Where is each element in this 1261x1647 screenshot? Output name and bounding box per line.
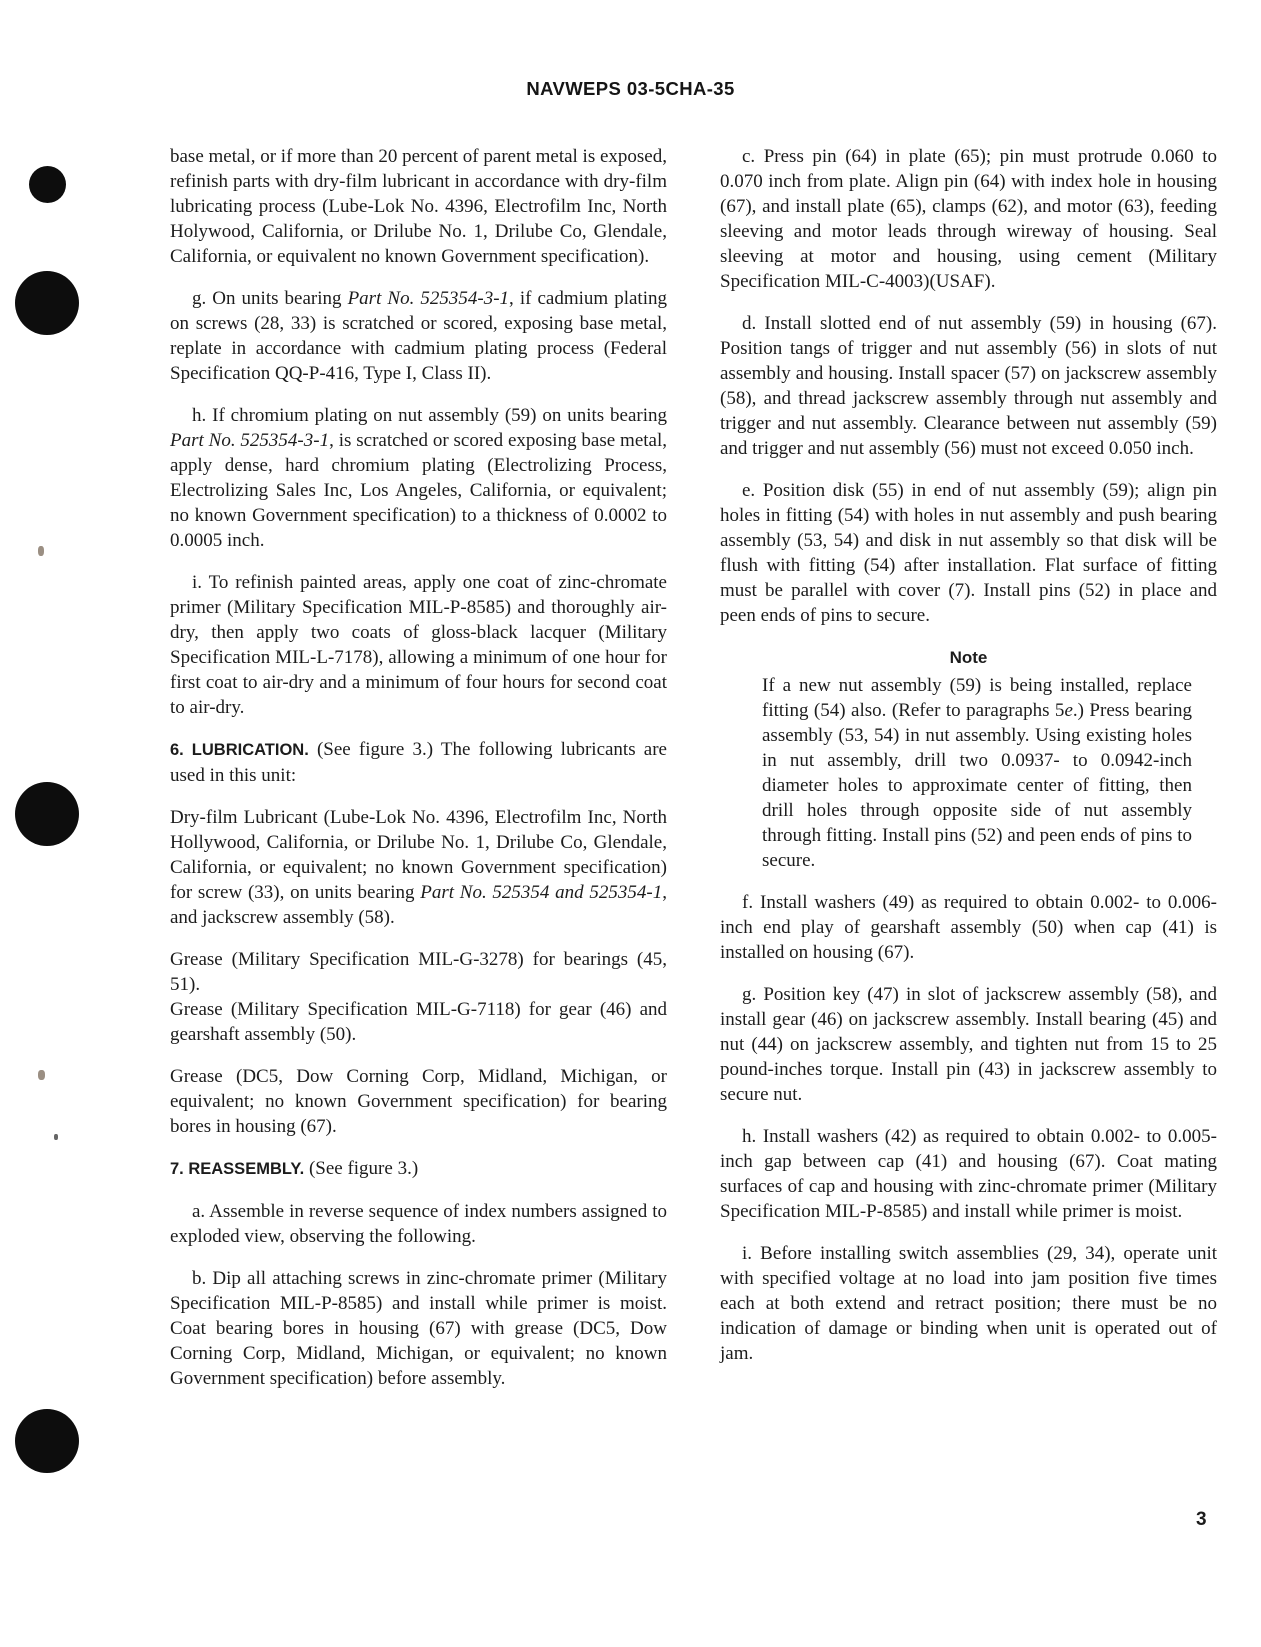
paragraph-g: g. On units bearing Part No. 525354-3-1, if cadmium plating on screws (28, 33) is scratched or scored, exposing base metal, replate in accordance with cadmium plating process (Federal Specification QQ-P-416, Type I, Class II).	[170, 288, 667, 384]
paragraph-f: f. Install washers (49) as required to obtain 0.002- to 0.006-inch end play of gearshaft assembly (50) when cap (41) is installed on housing (67).	[720, 892, 1217, 963]
paragraph-i: i. To refinish painted areas, apply one coat of zinc-chromate primer (Military Specification MIL-P-8585) and thoroughly air-dry, then apply two coats of gloss-black lacquer (Military Specification MIL-L-7178), allowing a minimum of one hour for first coat to air-dry and a minimum of four hours for second coat to air-dry.	[170, 572, 667, 718]
grease-dc5: Grease (DC5, Dow Corning Corp, Midland, Michigan, or equivalent; no known Government specification) for bearing bores in housing (67).	[170, 1066, 667, 1137]
section-heading: 6. LUBRICATION.	[170, 741, 309, 759]
section-7-reassembly: 7. REASSEMBLY. (See figure 3.)	[170, 1158, 419, 1179]
section-6-lubrication: 6. LUBRICATION. (See figure 3.) The following lubricants are used in this unit:	[170, 739, 667, 786]
binder-hole-2	[15, 271, 79, 335]
scan-speck	[38, 1070, 45, 1080]
paragraph-a: a. Assemble in reverse sequence of index numbers assigned to exploded view, observing the following.	[170, 1201, 667, 1247]
paragraph-g-right: g. Position key (47) in slot of jackscrew assembly (58), and install gear (46) on jackscrew assembly. Install bearing (45) and nut (44) on jackscrew assembly, and tighten nut from 15 to 25 pound-inches torque. Install pin (43) in jackscrew assembly to secure nut.	[720, 984, 1217, 1105]
paragraph-d: d. Install slotted end of nut assembly (59) in housing (67). Position tangs of trigger and nut assembly (56) in slots of nut assembly and housing. Install spacer (57) on jackscrew assembly (58), and thread jackscrew assembly through nut assembly and trigger and nut assembly. Clearance between nut assembly (59) and trigger and nut assembly (56) must not exceed 0.050 inch.	[720, 313, 1217, 459]
paragraph-f-continued: base metal, or if more than 20 percent of parent metal is exposed, refinish parts with dry-film lubricant in accordance with dry-film lubricating process (Lube-Lok No. 4396, Electrofilm Inc, North Holywood, California, or Drilube No. 1, Drilube Co, Glendale, California, or equivalent no known Government specification).	[170, 146, 667, 267]
binder-hole-3	[15, 782, 79, 846]
paragraph-h-right: h. Install washers (42) as required to obtain 0.002- to 0.005-inch gap between cap (41) and housing (67). Coat mating surfaces of cap and housing with zinc-chromate primer (Military Specification MIL-P-8585) and install while primer is moist.	[720, 1126, 1217, 1222]
right-column	[720, 144, 1217, 1383]
binder-hole-4	[15, 1409, 79, 1473]
note-title: Note	[949, 648, 988, 667]
page-number: 3	[1196, 1509, 1207, 1530]
scan-speck	[38, 546, 44, 556]
paragraph-i-right: i. Before installing switch assemblies (29, 34), operate unit with specified voltage at no load into jam position five times each at both extend and retract position; there must be no indication of damage or binding when unit is operated out of jam.	[720, 1243, 1217, 1364]
binder-hole-1	[29, 166, 66, 203]
note-body: If a new nut assembly (59) is being installed, replace fitting (54) also. (Refer to paragraphs 5e.) Press bearing assembly (53, 54) in nut assembly. Using existing holes in nut assembly, drill two 0.0937- to 0.0942-inch diameter holes to approximate center of fitting, then drill holes through opposite side of nut assembly through fitting. Install pins (52) and peen ends of pins to secure.	[762, 675, 1192, 871]
document-header: NAVWEPS 03-5CHA-35	[526, 78, 735, 99]
left-column	[170, 144, 667, 1408]
dry-film-lubricant: Dry-film Lubricant (Lube-Lok No. 4396, Electrofilm Inc, North Hollywood, California, or Drilube No. 1, Drilube Co, Glendale, California, or equivalent; no known Government specification) for screw (33), on units bearing Part No. 525354 and 525354-1, and jackscrew assembly (58).	[170, 807, 667, 928]
section-heading: 7. REASSEMBLY.	[170, 1160, 305, 1178]
paragraph-b: b. Dip all attaching screws in zinc-chromate primer (Military Specification MIL-P-8585) and install while primer is moist. Coat bearing bores in housing (67) with grease (DC5, Dow Corning Corp, Midland, Michigan, or equivalent; no known Government specification) before assembly.	[170, 1268, 667, 1389]
grease-mil-g-3278: Grease (Military Specification MIL-G-3278) for bearings (45, 51).	[170, 949, 667, 995]
paragraph-h: h. If chromium plating on nut assembly (59) on units bearing Part No. 525354-3-1, is scratched or scored exposing base metal, apply dense, hard chromium plating (Electrolizing Process, Electrolizing Sales Inc, Los Angeles, California, or equivalent; no known Government specification) to a thickness of 0.0002 to 0.0005 inch.	[170, 405, 668, 551]
paragraph-e: e. Position disk (55) in end of nut assembly (59); align pin holes in fitting (54) with holes in nut assembly and push bearing assembly (53, 54) and disk in nut assembly so that disk will be flush with fitting (54) after installation. Flat surface of fitting must be parallel with cover (7). Install pins (52) in place and peen ends of pins to secure.	[720, 480, 1217, 626]
paragraph-c: c. Press pin (64) in plate (65); pin must protrude 0.060 to 0.070 inch from plate. Align pin (64) with index hole in housing (67), and install plate (65), clamps (62), and motor (63), feeding sleeving and motor leads through wireway of housing. Seal sleeving at motor and housing, using cement (Military Specification MIL-C-4003)(USAF).	[720, 146, 1217, 292]
scan-speck	[54, 1134, 58, 1140]
grease-mil-g-7118: Grease (Military Specification MIL-G-7118) for gear (46) and gearshaft assembly (50).	[170, 999, 667, 1045]
